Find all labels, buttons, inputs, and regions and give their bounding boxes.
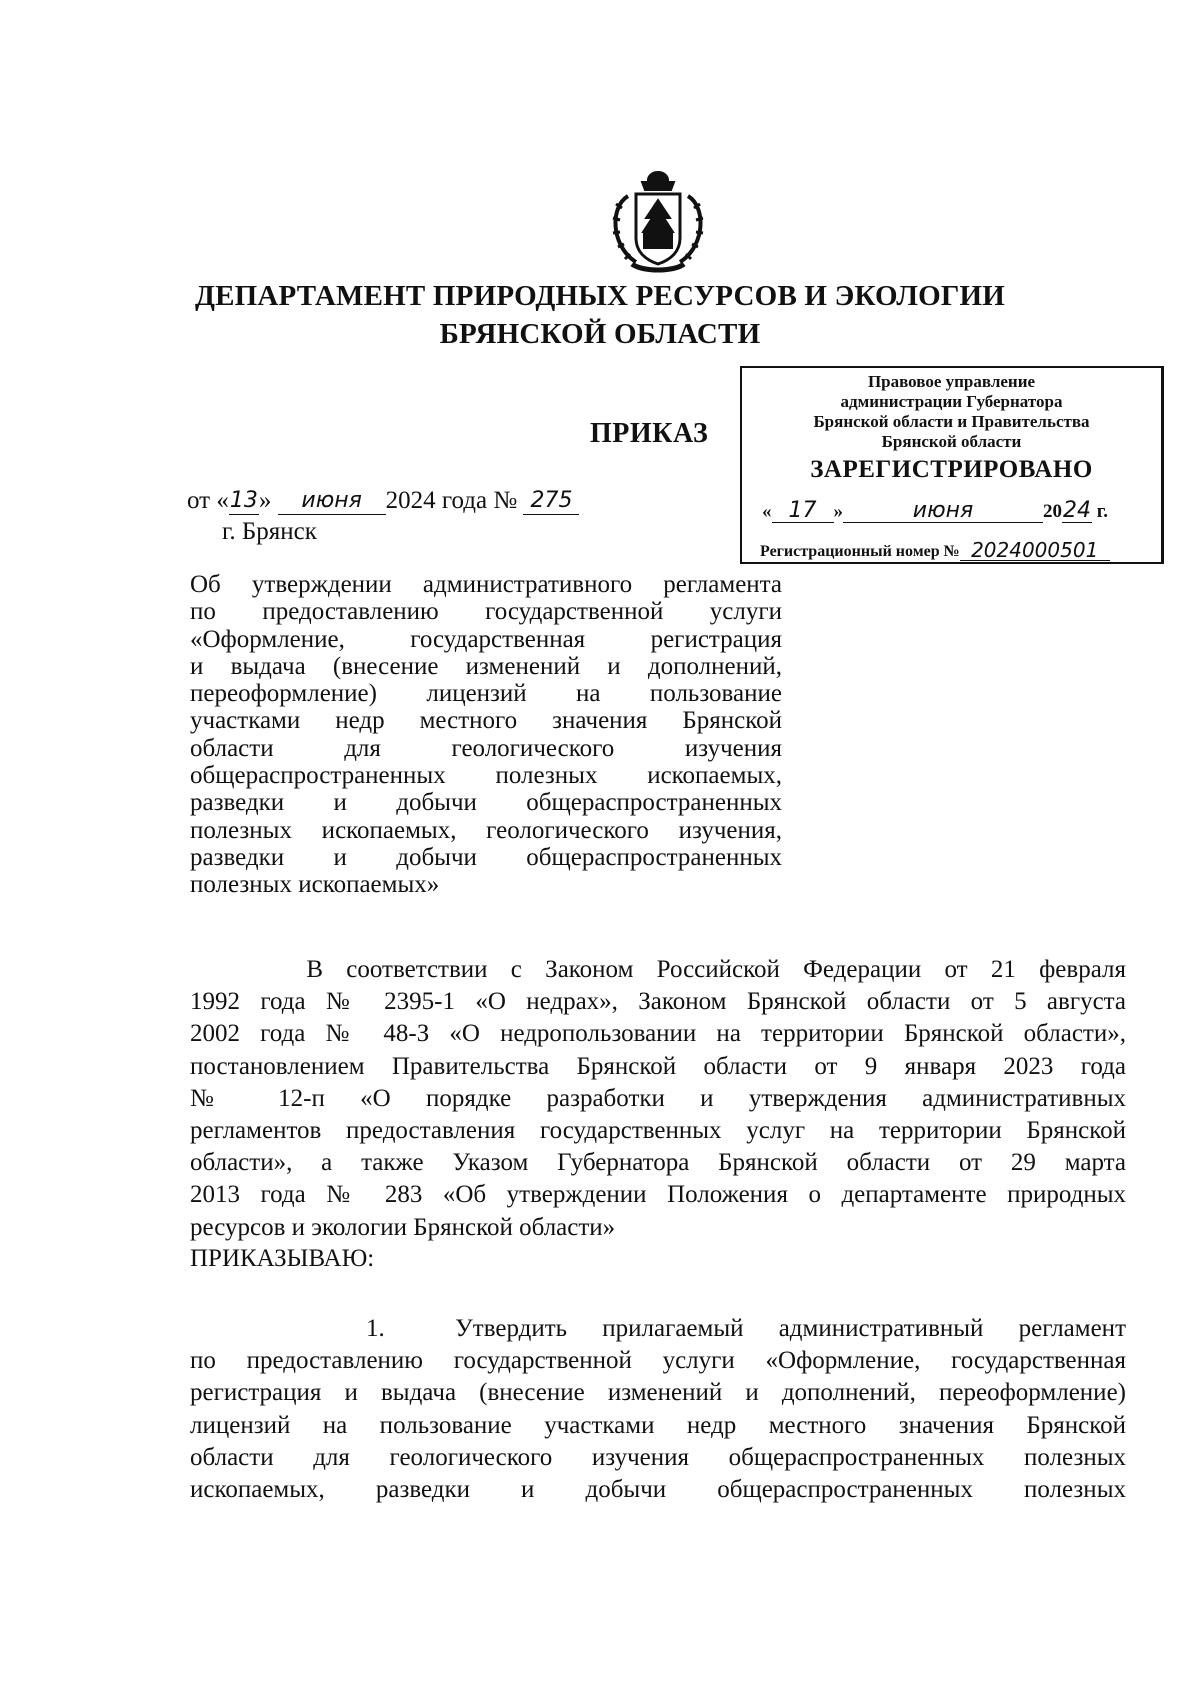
clause-line: лицензий на пользование участками недр местного значения Брянской [190,1411,1126,1439]
clause-line: ископаемых, разведки и добычи общераспространенных полезных [190,1475,1126,1503]
subject-line: и выдача (внесение изменений и дополнений, [190,652,782,680]
stamp-date-mid: » [833,501,843,522]
preamble-line: области», а также Указом Губернатора Брянской области от 29 марта [190,1149,1126,1177]
stamp-reg-number-line [760,538,1110,561]
document-type-title: ПРИКАЗ [590,418,709,449]
preamble-paragraph [190,954,1126,1244]
clause-line: 1. Утвердить прилагаемый административный регламент [190,1315,1126,1342]
subject-line: области для геологического изучения [190,734,782,762]
stamp-date-open: « [762,501,772,522]
preamble-line: ресурсов и экологии Брянской области» [190,1213,616,1241]
order-month: июня [301,488,362,513]
stamp-line2: администрации Губернатора [840,392,1063,411]
order-city: г. Брянск [222,518,317,545]
stamp-year-suffix: 24 [1063,498,1091,523]
subject-line: разведки и добычи общераспространенных [190,789,782,817]
clause-line: регистрация и выдача (внесение изменений и дополнений, переоформление) [190,1379,1126,1407]
stamp-year-end: г. [1096,501,1108,522]
subject-line: Об утверждении административного регламента [190,571,782,598]
order-from-prefix: от « [187,487,229,514]
preamble-line: постановлением Правительства Брянской области от 9 января 2023 года [190,1052,1126,1080]
order-subject [190,571,782,899]
clause-line: области для геологического изучения общераспространенных полезных [190,1443,1126,1471]
preamble-line: В соответствии с Законом Российской Федерации от 21 февраля [190,956,1126,983]
stamp-registered: ЗАРЕГИСТРИРОВАНО [810,456,1093,483]
order-date-number-line [187,486,579,515]
clause-line: по предоставлению государственной услуги «Оформление, государственная [190,1347,1126,1375]
stamp-date [762,498,1157,523]
department-name-line2: БРЯНСКОЙ ОБЛАСТИ [439,318,761,350]
preamble-line: 2013 года № 283 «Об утверждении Положения о департаменте природных [190,1181,1126,1209]
preamble-line: 1992 года № 2395-1 «О недрах», Законом Брянской области от 5 августа [190,988,1126,1016]
subject-line: общераспространенных полезных ископаемых, [190,762,782,790]
clause-1-paragraph [190,1313,1126,1506]
order-quote: » [258,487,272,514]
department-name-line1: ДЕПАРТАМЕНТ ПРИРОДНЫХ РЕСУРСОВ И ЭКОЛОГИИ [194,280,1006,312]
order-directive-word: ПРИКАЗЫВАЮ: [190,1245,375,1272]
subject-line: «Оформление, государственная регистрация [190,625,782,653]
stamp-reg-number: 2024000501 [971,538,1099,562]
coat-of-arms-emblem [598,168,718,278]
stamp-day: 17 [788,498,817,523]
subject-line: разведки и добычи общераспространенных [190,843,782,871]
subject-line: полезных ископаемых» [190,871,440,899]
stamp-line4: Брянской области [881,432,1022,451]
preamble-line: регламентов предоставления государственных услуг на территории Брянской [190,1116,1126,1144]
stamp-month: июня [912,498,974,523]
subject-line: переоформление) лицензий на пользование [190,680,782,708]
subject-line: полезных ископаемых, геологического изучения, [190,816,782,844]
order-day: 13 [229,488,258,513]
preamble-line: № 12-п «О порядке разработки и утверждения административных [190,1084,1126,1112]
order-year-text: 2024 года № [385,487,518,514]
stamp-line3: Брянской области и Правительства [813,412,1090,431]
stamp-line1: Правовое управление [867,372,1036,391]
stamp-reg-label: Регистрационный номер № [760,543,960,560]
subject-line: по предоставлению государственной услуги [190,598,782,626]
preamble-line: 2002 года № 48-З «О недропользовании на территории Брянской области», [190,1020,1126,1048]
registration-stamp [740,366,1164,564]
order-number: 275 [530,488,573,513]
stamp-year-prefix: 20 [1043,501,1062,522]
subject-line: участками недр местного значения Брянской [190,707,782,735]
